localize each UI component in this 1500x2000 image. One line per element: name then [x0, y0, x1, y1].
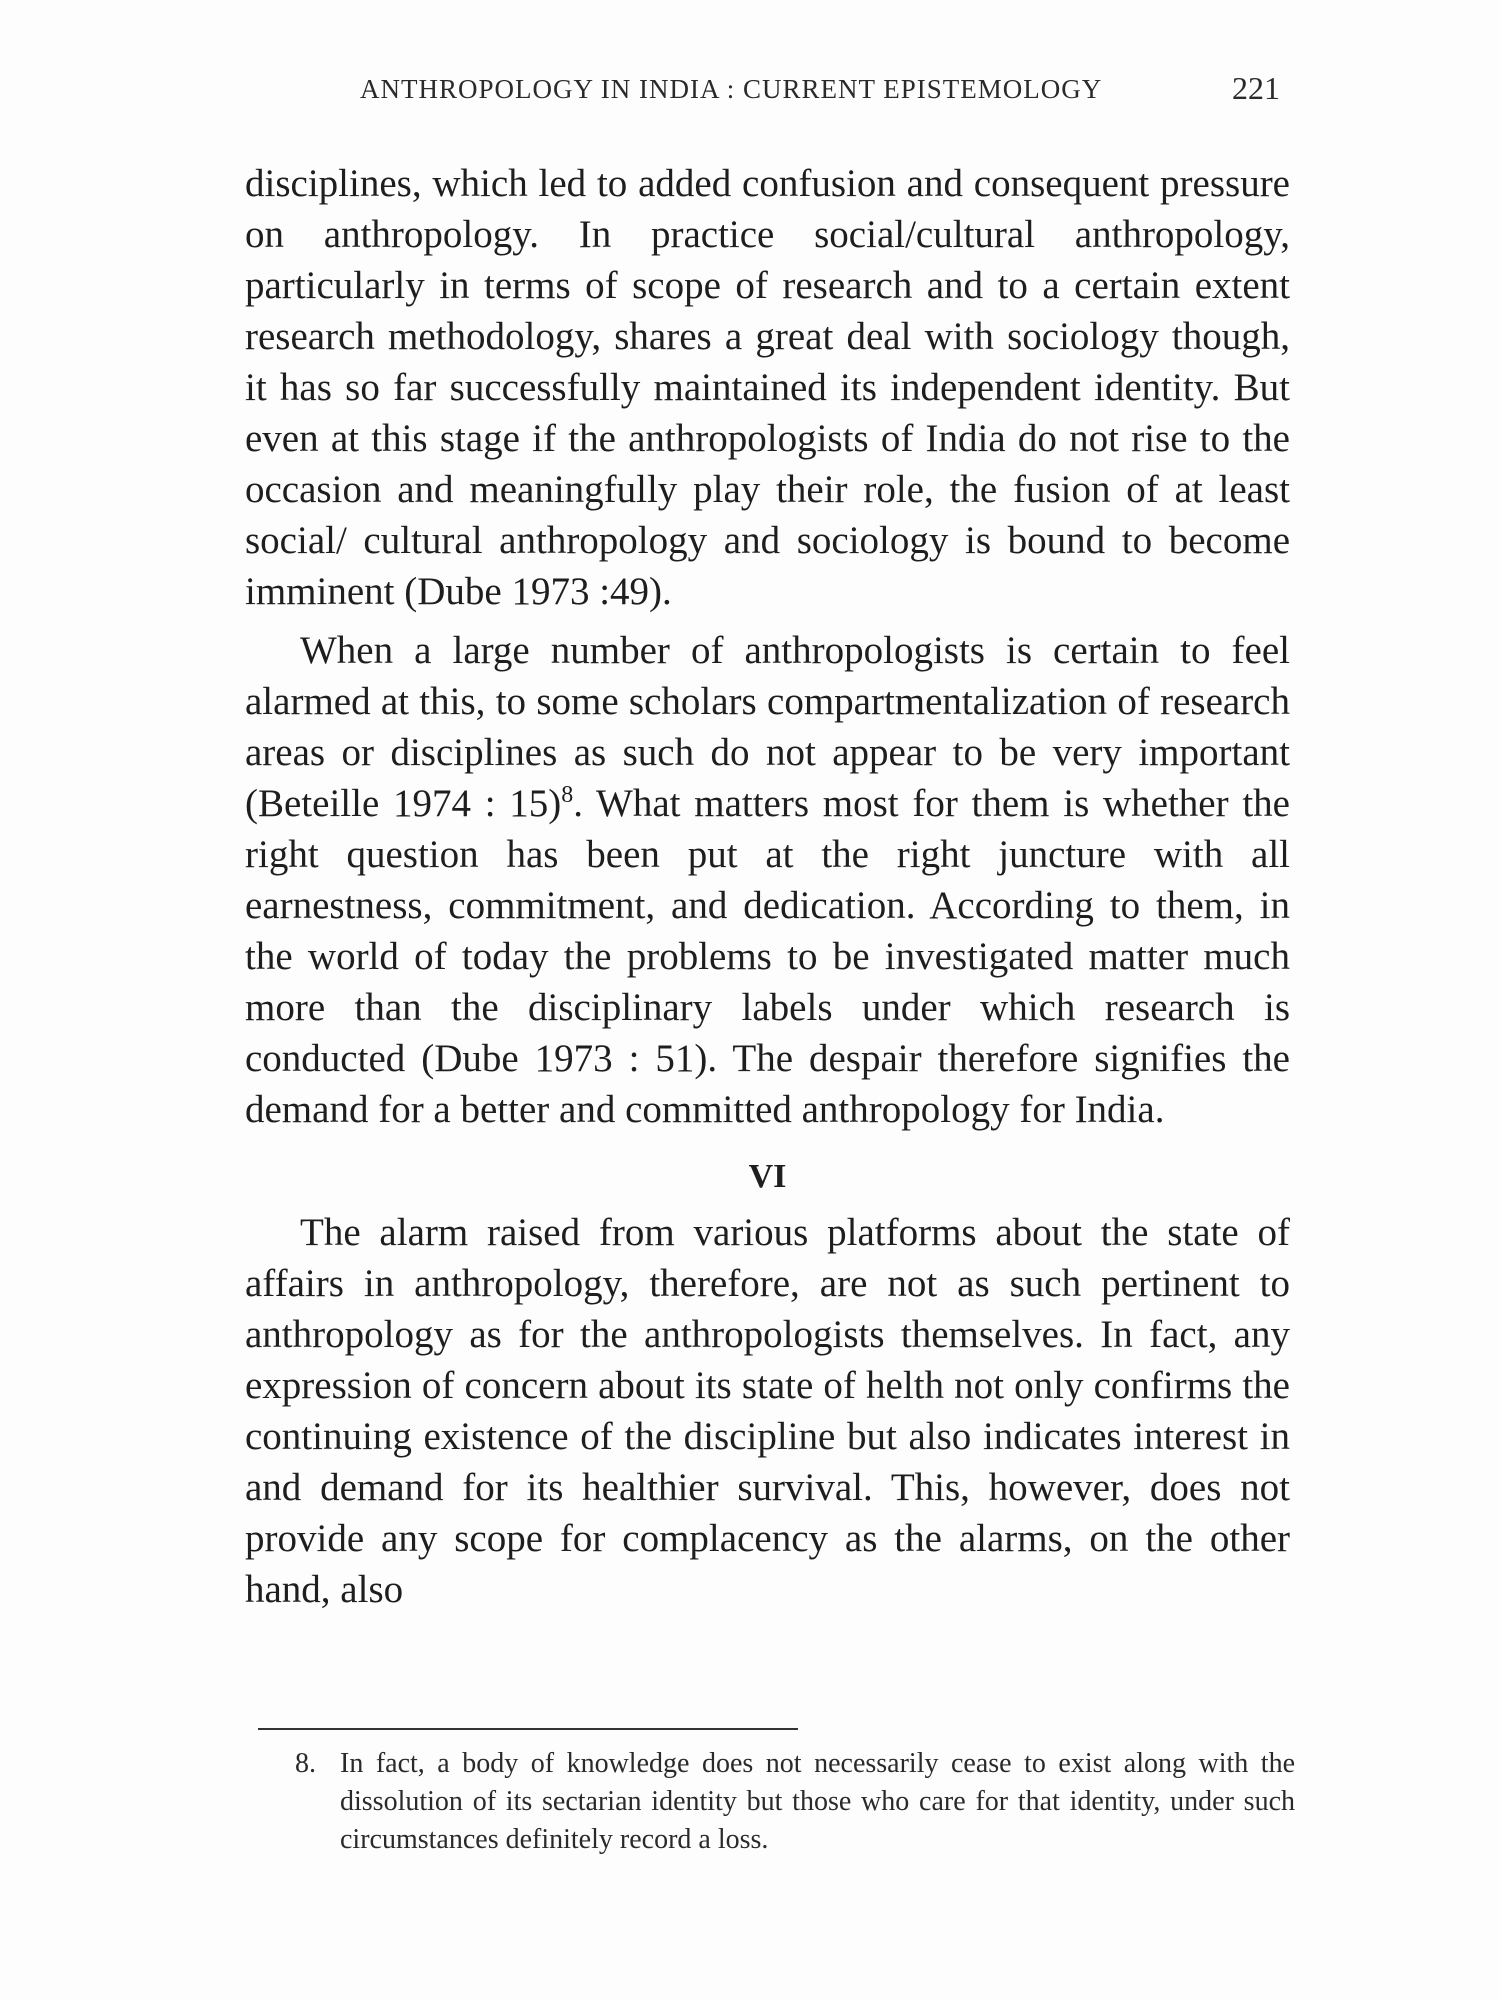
- running-head: [360, 70, 1280, 110]
- paragraph-3: The alarm raised from various platforms about the state of affairs in anthropology, therefore, are not as such pertinent to anthropology as for the anthropologists themselves. In fact, any expression of concern about its state of helth not only confirms the continuing existence of the discipline but also indicates interest in and demand for its healthier survival. This, however, does not provide any scope for complacency as the alarms, on the other hand, also: [245, 1211, 1290, 1611]
- footnote-number: 8.: [295, 1748, 316, 1779]
- paragraph-2-part-2: . What matters most for them is whether the right question has been put at the right juncture with all earnestness, commitment, and dedication. According to them, in the world of today the problems to be investigated matter much more than the disciplinary labels under which research is conducted (Dube 1973 : 51). The despair therefore signifies the demand for a better and committed anthropology for India.: [245, 782, 1290, 1131]
- paragraph-1: disciplines, which led to added confusion and consequent pressure on anthropology. In practice social/cultural anthropology, particularly in terms of scope of research and to a certain extent research methodology, shares a great deal with sociology though, it has so far successfully maintained its independent identity. But even at this stage if the anthropologists of India do not rise to the occasion and meaningfully play their role, the fusion of at least social/ cultural anthropology and sociology is bound to become imminent (Dube 1973 :49).: [245, 162, 1290, 613]
- page-number: 221: [1232, 70, 1280, 106]
- footnote-text: In fact, a body of knowledge does not necessarily cease to exist along with the dissolution of its sectarian identity but those who care for that identity, under such circumstances definitely record a loss.: [340, 1748, 1295, 1855]
- section-heading: VI: [748, 1158, 787, 1195]
- paragraph-2-part-1: When a large number of anthropologists is certain to feel alarmed at this, to some scholars compartmentalization of research areas or disciplines as such do not appear to be very important (Beteille 1974 : 15): [245, 629, 1290, 825]
- body-text: [245, 158, 1290, 1615]
- footnote-reference: 8: [561, 782, 574, 808]
- running-title: ANTHROPOLOGY IN INDIA : CURRENT EPISTEMOLOGY: [360, 74, 1103, 104]
- paragraph-2: [245, 625, 1290, 1135]
- footnote-rule: [258, 1728, 798, 1730]
- footnote: [295, 1745, 1295, 1859]
